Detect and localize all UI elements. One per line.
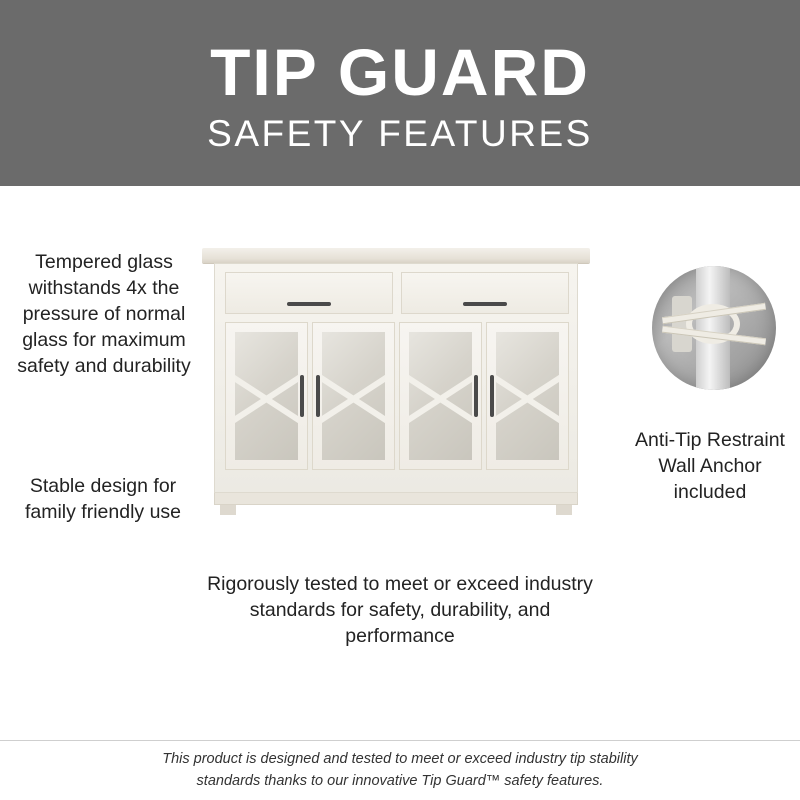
footer-disclaimer bbox=[0, 740, 800, 800]
door-handle-icon bbox=[300, 375, 304, 417]
door-handle-icon bbox=[490, 375, 494, 417]
tempered-glass-panel bbox=[322, 332, 385, 460]
cabinet-foot-left bbox=[220, 505, 236, 515]
footer-line-1: This product is designed and tested to meet or exceed industry tip stability bbox=[162, 751, 638, 768]
tempered-glass-panel bbox=[496, 332, 559, 460]
caption-stable-design: Stable design for family friendly use bbox=[24, 475, 182, 523]
glass-door-1 bbox=[225, 322, 308, 470]
caption-rigorously-tested: Rigorously tested to meet or exceed industry standards for safety, durability, and performance bbox=[207, 573, 593, 647]
cabinet-doors bbox=[225, 322, 569, 470]
door-handle-icon bbox=[316, 375, 320, 417]
page-subtitle: SAFETY FEATURES bbox=[207, 112, 593, 154]
glass-door-3 bbox=[399, 322, 482, 470]
drawer-handle-icon bbox=[463, 302, 507, 306]
cabinet-top-surface bbox=[202, 248, 590, 263]
footer-line-2: standards thanks to our innovative Tip Guard™ safety features. bbox=[196, 772, 604, 789]
cabinet-base bbox=[214, 493, 578, 505]
tempered-glass-panel bbox=[409, 332, 472, 460]
drawer-handle-icon bbox=[287, 302, 331, 306]
sideboard-cabinet-image bbox=[196, 248, 596, 516]
tempered-glass-panel bbox=[235, 332, 298, 460]
glass-door-4 bbox=[486, 322, 569, 470]
caption-anti-tip-anchor: Anti-Tip Restraint Wall Anchor included bbox=[635, 429, 785, 503]
cabinet-body bbox=[214, 263, 578, 493]
page-title: TIP GUARD bbox=[210, 35, 590, 110]
cabinet-foot-right bbox=[556, 505, 572, 515]
door-handle-icon bbox=[474, 375, 478, 417]
caption-tempered-glass: Tempered glass withstands 4x the pressure of normal glass for maximum safety and durability bbox=[17, 251, 191, 377]
main-content bbox=[0, 186, 800, 740]
glass-door-2 bbox=[312, 322, 395, 470]
cabinet-drawer-right bbox=[401, 272, 569, 314]
header-banner bbox=[0, 0, 800, 186]
anti-tip-anchor-image bbox=[652, 266, 776, 390]
cabinet-drawer-left bbox=[225, 272, 393, 314]
